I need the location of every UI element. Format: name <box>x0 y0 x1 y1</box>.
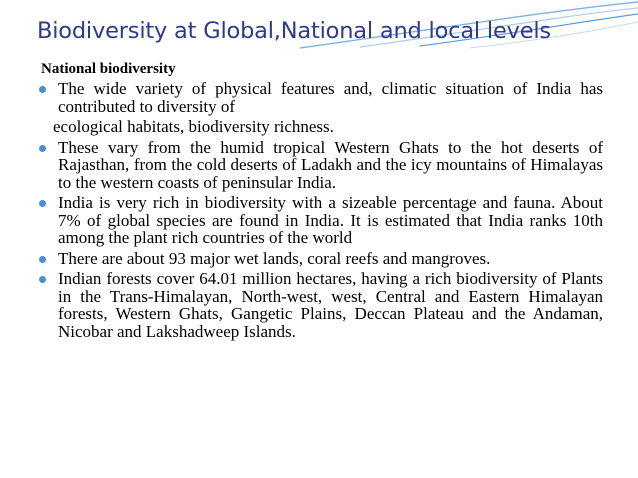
bullet-text: Indian forests cover 64.01 million hectares, having a rich biodiversity of Plants in the Trans-Himalayan, North-west, west, Central and Eastern Himalayan forests, Western Ghats, Gangetic Plains, Deccan Plateau and the Andaman, Nicobar and Lakshadweep Islands. <box>58 269 603 341</box>
bullet-item <box>38 80 603 115</box>
bullet-text: India is very rich in biodiversity with a sizeable percentage and fauna. About 7% of global species are found in India. It is estimated that India ranks 10th among the plant rich countries of the world <box>58 193 603 247</box>
section-subheading: National biodiversity <box>41 61 176 77</box>
bullet-continuation: ecological habitats, biodiversity richness. <box>53 117 334 136</box>
bullet-item <box>38 139 603 192</box>
bullet-dot-icon <box>39 145 46 152</box>
bullet-item <box>38 194 603 247</box>
bullet-dot-icon <box>39 86 46 93</box>
bullet-dot-icon <box>39 200 46 207</box>
slide-title: Biodiversity at Global,National and local levels <box>37 18 551 44</box>
bullet-text: The wide variety of physical features and, climatic situation of India has contributed to diversity of <box>58 79 603 116</box>
bullet-dot-icon <box>39 256 46 263</box>
bullet-text: There are about 93 major wet lands, coral reefs and mangroves. <box>58 248 491 268</box>
bullet-item <box>38 250 603 268</box>
bullet-item <box>38 270 603 340</box>
bullet-dot-icon <box>39 276 46 283</box>
bullet-list <box>38 80 603 343</box>
bullet-text: These vary from the humid tropical Western Ghats to the hot deserts of Rajasthan, from the cold deserts of Ladakh and the icy mountains of Himalayas to the western coasts of peninsular India. <box>58 137 603 192</box>
